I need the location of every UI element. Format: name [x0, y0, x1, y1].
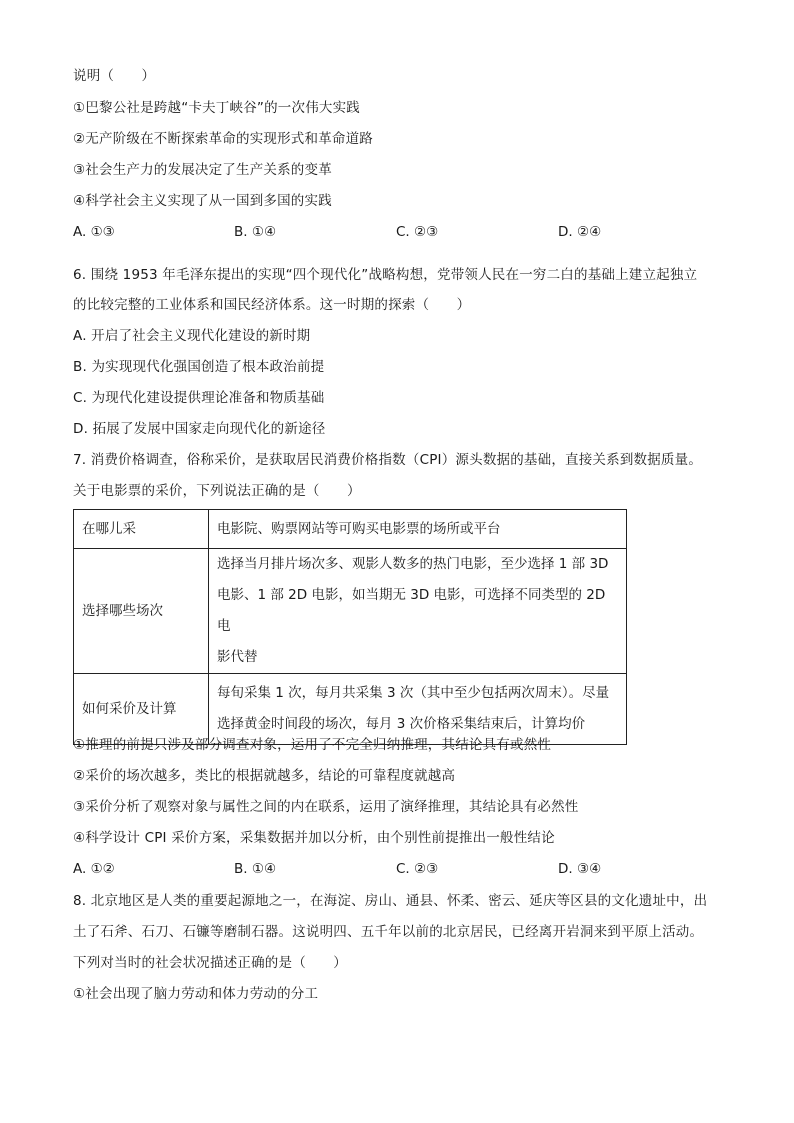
table-cell-line: 电影、1 部 2D 电影，如当期无 3D 电影，可选择不同类型的 2D 电 — [217, 587, 606, 634]
table-cell-line: 选择当月排片场次多、观影人数多的热门电影，至少选择 1 部 3D — [217, 556, 609, 572]
table-row — [74, 510, 627, 549]
statement-2: ②无产阶级在不断探索革命的实现形式和革命道路 — [73, 131, 374, 147]
question-7-stem-cont: 关于电影票的采价，下列说法正确的是（ ） — [73, 483, 361, 499]
q7-statement-2: ②采价的场次越多，类比的根据就越多，结论的可靠程度就越高 — [73, 768, 456, 784]
table-cell-line: 选择黄金时间段的场次，每月 3 次价格采集结束后，计算均价 — [217, 716, 586, 732]
statement-4: ④科学社会主义实现了从一国到多国的实践 — [73, 193, 332, 209]
q5-option-b: B. ①④ — [234, 224, 277, 240]
q7-statement-4: ④科学设计 CPI 采价方案，采集数据并加以分析，由个别性前提推出一般性结论 — [73, 830, 555, 846]
question-8-stem-cont-2: 下列对当时的社会状况描述正确的是（ ） — [73, 955, 347, 971]
table-cell: 电影院、购票网站等可购买电影票的场所或平台 — [209, 510, 627, 549]
q5-option-c: C. ②③ — [396, 224, 439, 240]
q5-option-d: D. ②④ — [558, 224, 602, 240]
q6-option-b: B. 为实现现代化强国创造了根本政治前提 — [73, 359, 325, 375]
q7-option-a: A. ①② — [73, 861, 115, 877]
q7-option-c: C. ②③ — [396, 861, 439, 877]
table-cell: 如何采价及计算 — [74, 674, 209, 745]
table-row — [74, 674, 627, 745]
q7-option-d: D. ③④ — [558, 861, 602, 877]
question-5-stem-end: 说明（ ） — [73, 68, 156, 84]
question-6-stem-cont: 的比较完整的工业体系和国民经济体系。这一时期的探索（ ） — [73, 297, 471, 313]
q6-option-c: C. 为现代化建设提供理论准备和物质基础 — [73, 390, 325, 406]
question-6-stem: 6. 围绕 1953 年毛泽东提出的实现“四个现代化”战略构想，党带领人民在一穷二白的基础上建立起独立 — [73, 267, 698, 283]
statement-1: ①巴黎公社是跨越“卡夫丁峡谷”的一次伟大实践 — [73, 100, 360, 116]
q7-option-b: B. ①④ — [234, 861, 277, 877]
table-cell-line: 每旬采集 1 次，每月共采集 3 次（其中至少包括两次周末）。尽量 — [217, 685, 610, 701]
q7-statement-3: ③采价分析了观察对象与属性之间的内在联系，运用了演绎推理，其结论具有必然性 — [73, 799, 579, 815]
question-8-stem: 8. 北京地区是人类的重要起源地之一，在海淀、房山、通县、怀柔、密云、延庆等区县的文化遗址中，出 — [73, 893, 708, 909]
q6-option-a: A. 开启了社会主义现代化建设的新时期 — [73, 328, 311, 344]
table-cell: 选择哪些场次 — [74, 549, 209, 674]
table-row — [74, 549, 627, 674]
q6-option-d: D. 拓展了发展中国家走向现代化的新途径 — [73, 421, 326, 437]
table-cell — [209, 674, 627, 745]
question-8-stem-cont: 土了石斧、石刀、石镰等磨制石器。这说明四、五千年以前的北京居民，已经离开岩洞来到平原上活动。 — [73, 924, 704, 940]
statement-3: ③社会生产力的发展决定了生产关系的变革 — [73, 162, 332, 178]
question-7-stem: 7. 消费价格调查，俗称采价，是获取居民消费价格指数（CPI）源头数据的基础，直接关系到数据质量。 — [73, 452, 703, 468]
q7-statement-1: ①推理的前提只涉及部分调查对象，运用了不完全归纳推理，其结论具有或然性 — [73, 737, 552, 753]
q8-statement-1: ①社会出现了脑力劳动和体力劳动的分工 — [73, 986, 319, 1002]
table-cell — [209, 549, 627, 674]
table-cell: 在哪儿采 — [74, 510, 209, 549]
q5-option-a: A. ①③ — [73, 224, 115, 240]
price-survey-table — [73, 509, 627, 745]
table-cell-line: 影代替 — [217, 649, 258, 665]
